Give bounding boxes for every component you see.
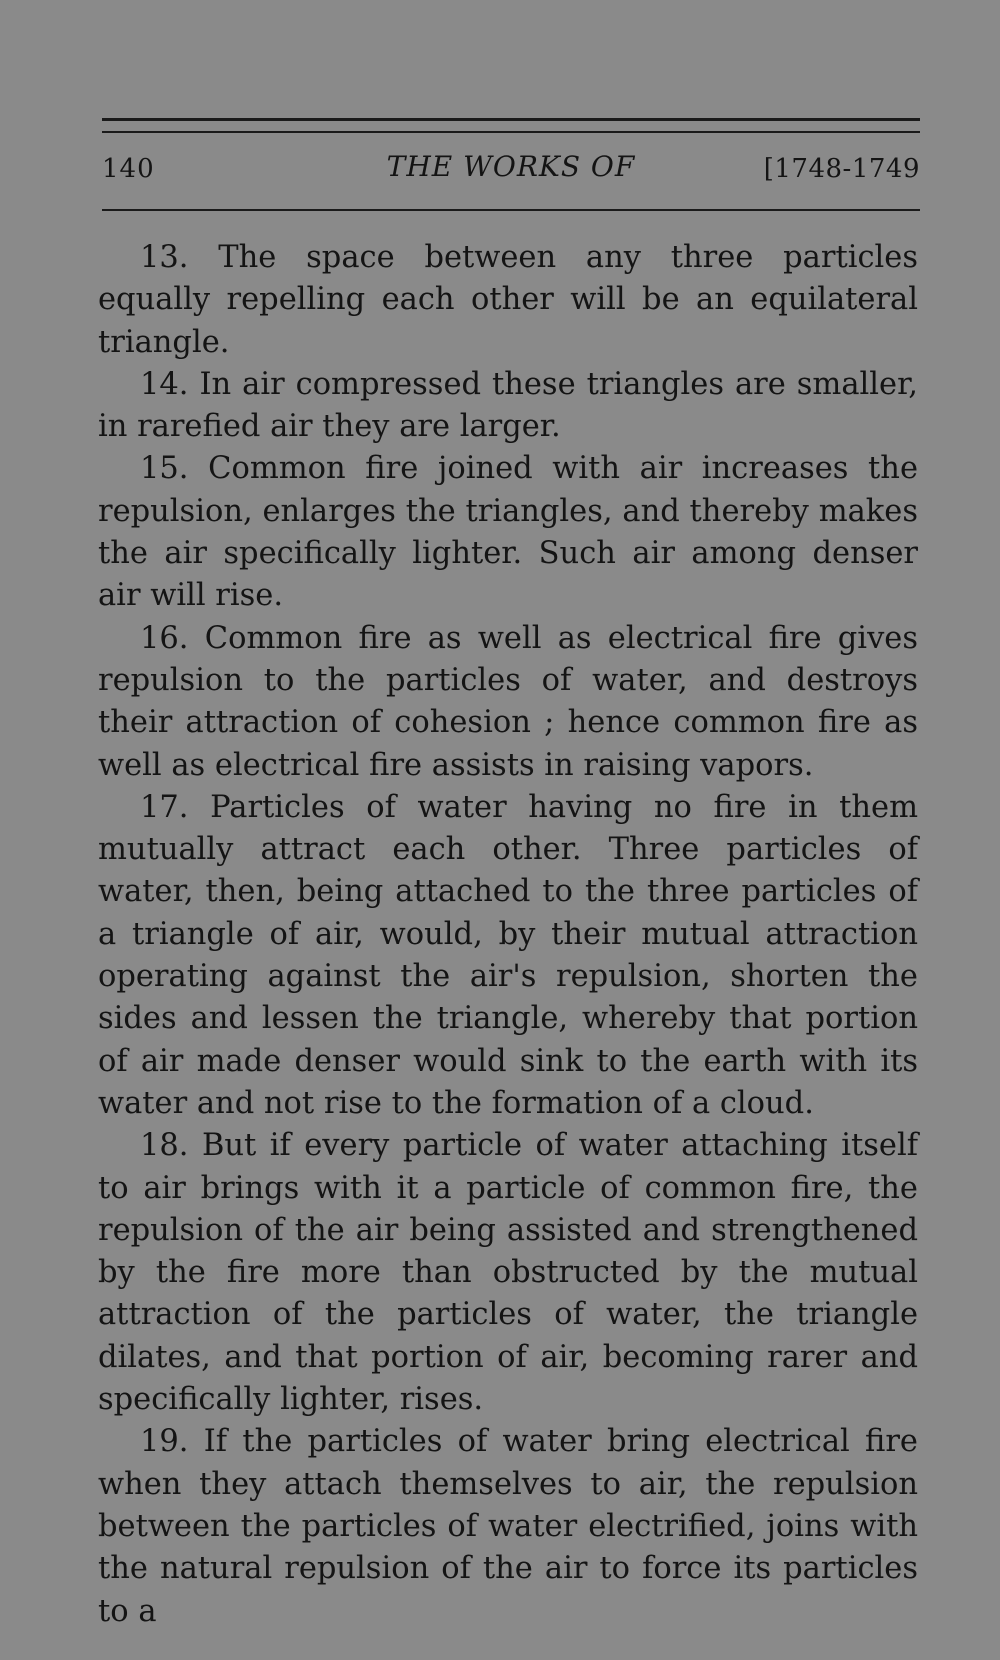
header-rule-bottom	[102, 209, 920, 211]
paragraph-18: 18. But if every particle of water attaching itself to air brings with it a particle of common fire, the repulsion of the air being assisted and strengthened by the fire more than obstructed by the mutual attraction of the particles of water, the triangle dilates, and that portion of air, becoming rarer and specifically lighter, rises.	[98, 1128, 918, 1418]
header-rule-thick	[102, 118, 920, 121]
paragraph-17: 17. Particles of water having no fire in them mutually attract each other. Three particles of water, then, being attached to the three particles of a triangle of air, would, by their mutual attraction operating against the air's repulsion, shorten the sides and lessen the triangle, whereby that portion of air made denser would sink to the earth with its water and not rise to the formation of a cloud.	[98, 789, 918, 1121]
paragraph-13: 13. The space between any three particles equally repelling each other will be an equilateral triangle.	[98, 240, 918, 360]
page-number: 140	[102, 154, 155, 184]
paragraph-15: 15. Common fire joined with air increases the repulsion, enlarges the triangles, and thereby makes the air specifically lighter. Such air among denser air will rise.	[98, 451, 918, 614]
paragraph-14: 14. In air compressed these triangles are smaller, in rarefied air they are larger.	[98, 366, 918, 445]
paragraph-19: 19. If the particles of water bring electrical fire when they attach themselves to air, the repulsion between the particles of water electrified, joins with the natural repulsion of the air to force its particles to a	[98, 1424, 918, 1629]
body-text	[98, 237, 918, 1633]
running-head	[102, 150, 920, 194]
date-range: [1748-1749	[763, 154, 920, 184]
running-title: THE WORKS OF	[386, 150, 636, 183]
header-rule-thin	[102, 131, 920, 133]
paragraph-16: 16. Common fire as well as electrical fire gives repulsion to the particles of water, and destroys their attraction of cohesion ; hence common fire as well as electrical fire assists in raising vapors.	[98, 620, 918, 783]
